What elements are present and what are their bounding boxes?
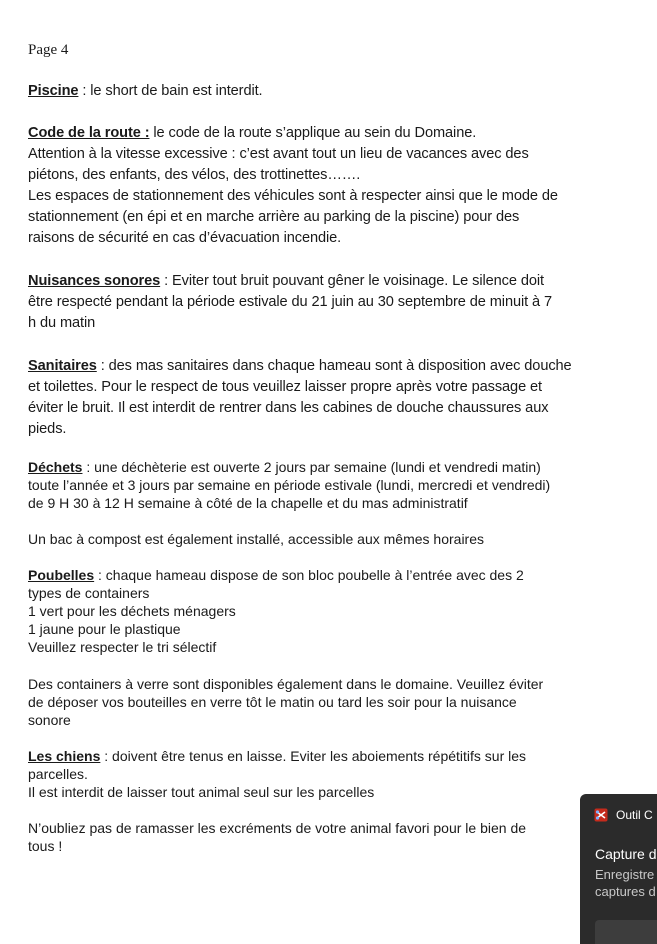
toast-title: Capture d: [595, 846, 657, 862]
section-verre: Des containers à verre sont disponibles également dans le domaine. Veuillez éviter de déposer vos bouteilles en verre tôt le matin ou tard les soir pour la nuisance sonore: [28, 676, 544, 728]
snipping-tool-notification[interactable]: [580, 794, 657, 944]
heading-code-route: Code de la route :: [28, 125, 150, 141]
heading-chiens: Les chiens: [28, 748, 101, 764]
section-poubelles: Poubelles : chaque hameau dispose de son bloc poubelle à l’entrée avec des 2 types de containers 1 vert pour les déchets ménagers 1 jaune pour le plastique Veuillez respecter le tri sélectif: [28, 567, 524, 655]
toast-body: Enregistre captures d: [595, 867, 656, 899]
snipping-tool-icon: [594, 808, 608, 822]
section-dechets: Déchets : une déchèterie est ouverte 2 jours par semaine (lundi et vendredi matin) toute l’année et 3 jours par semaine en période estivale (lundi, mercredi et vendredi) de 9 H 30 à 12 H semaine à côté de la chapelle et du mas administratif: [28, 459, 551, 511]
toast-action-button[interactable]: [595, 920, 657, 944]
section-code-route: Code de la route : le code de la route s’applique au sein du Domaine. Attention à la vitesse excessive : c’est avant tout un lieu de vacances avec des piétons, des enfants, des vélos, des trottinettes……. Les espaces de stationnement des véhicules sont à respecter ainsi que le mode de stationnement (en épi et en marche arrière au parking de la piscine) pour des raisons de sécurité en cas d’évacuation incendie.: [28, 125, 558, 246]
section-piscine: Piscine : le short de bain est interdit.: [28, 83, 263, 99]
page-number: Page 4: [28, 42, 69, 58]
heading-dechets: Déchets: [28, 459, 83, 475]
heading-sanitaires: Sanitaires: [28, 358, 97, 374]
heading-nuisances: Nuisances sonores: [28, 273, 161, 289]
heading-piscine: Piscine: [28, 83, 79, 99]
heading-poubelles: Poubelles: [28, 567, 95, 583]
section-excrements: N’oubliez pas de ramasser les excréments de votre animal favori pour le bien de tous !: [28, 820, 527, 854]
section-sanitaires: Sanitaires : des mas sanitaires dans chaque hameau sont à disposition avec douche et toilettes. Pour le respect de tous veuillez laisser propre après votre passage et éviter le bruit. Il est interdit de rentrer dans les cabines de douche chaussures aux pieds.: [28, 358, 572, 437]
toast-header: [594, 808, 653, 822]
toast-app-name: Outil C: [616, 808, 653, 822]
section-chiens: Les chiens : doivent être tenus en laisse. Eviter les aboiements répétitifs sur les parcelles. Il est interdit de laisser tout animal seul sur les parcelles: [28, 748, 527, 800]
section-compost: Un bac à compost est également installé, accessible aux mêmes horaires: [28, 531, 484, 547]
section-nuisances: Nuisances sonores : Eviter tout bruit pouvant gêner le voisinage. Le silence doit être respecté pendant la période estivale du 21 juin au 30 septembre de minuit à 7 h du matin: [28, 273, 553, 331]
